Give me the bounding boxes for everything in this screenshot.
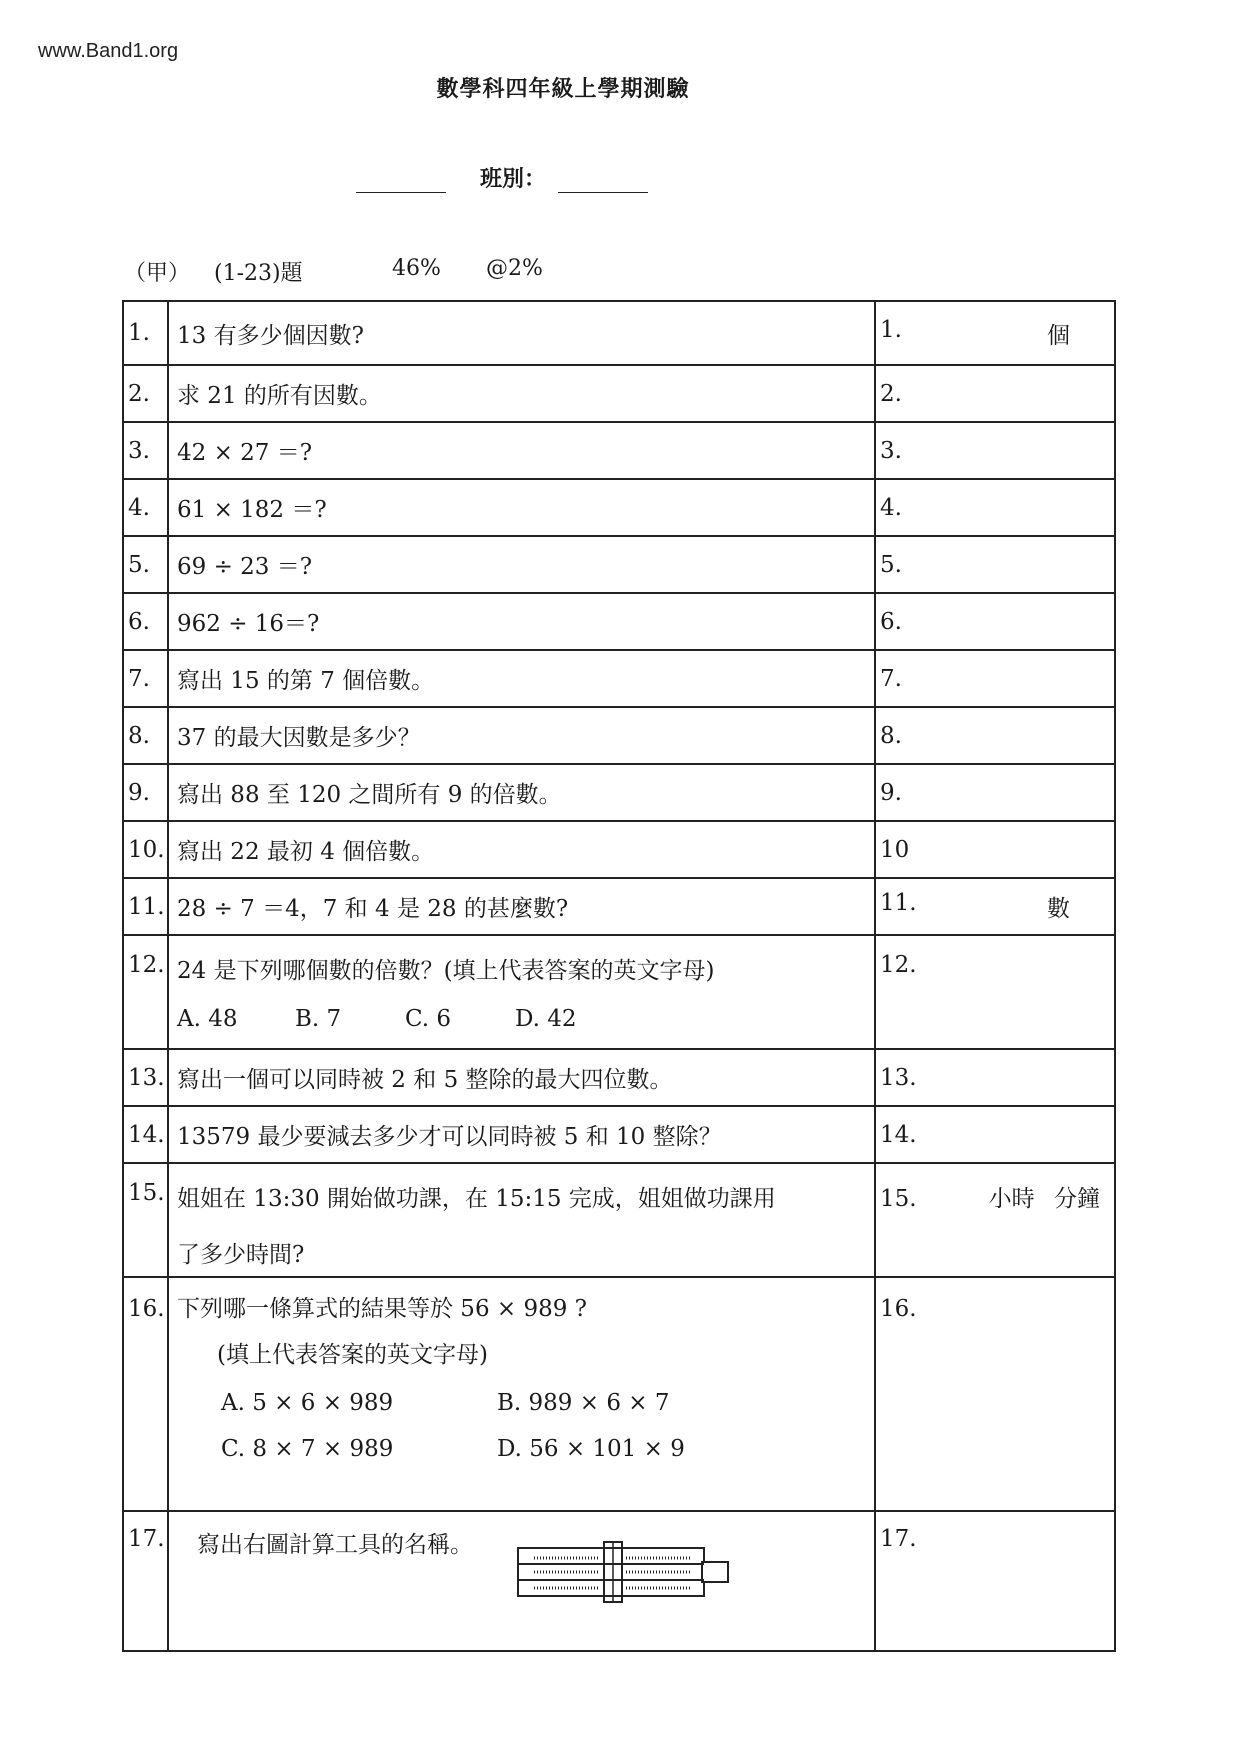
table-row (123, 1277, 1115, 1511)
table-row (123, 1049, 1115, 1106)
question-prompt: 24 是下列哪個數的倍數？(填上代表答案的英文字母) (177, 958, 715, 984)
question-text (168, 935, 875, 1049)
section-each: @2% (486, 256, 543, 281)
answer-cell[interactable] (875, 764, 1115, 821)
table-row (123, 935, 1115, 1049)
question-number: 10. (123, 821, 168, 878)
question-text: 寫出一個可以同時被 2 和 5 整除的最大四位數。 (168, 1049, 875, 1106)
answer-number: 2. (880, 380, 902, 407)
answer-number: 11. (880, 890, 917, 916)
question-number: 4. (123, 479, 168, 536)
answer-cell[interactable] (875, 821, 1115, 878)
question-hint: (填上代表答案的英文字母) (217, 1342, 488, 1368)
option-c: C. 6 (405, 1006, 452, 1032)
question-number: 2. (123, 365, 168, 422)
question-text: 42 × 27 ＝? (168, 422, 875, 479)
question-number: 14. (123, 1106, 168, 1163)
question-number: 7. (123, 650, 168, 707)
answer-cell[interactable] (875, 301, 1115, 365)
question-text: 61 × 182 ＝? (168, 479, 875, 536)
question-text: 寫出 88 至 120 之間所有 9 的倍數。 (168, 764, 875, 821)
option-d: D. 42 (515, 1006, 577, 1032)
question-number: 17. (123, 1511, 168, 1651)
table-row (123, 301, 1115, 365)
options (177, 1006, 866, 1032)
option-d: D. 56 × 101 × 9 (497, 1436, 685, 1462)
option-b: B. 7 (295, 1006, 342, 1032)
name-blank[interactable] (356, 192, 446, 193)
answer-number: 14. (880, 1121, 917, 1148)
answer-cell[interactable] (875, 707, 1115, 764)
answer-number: 6. (880, 608, 902, 635)
question-number: 12. (123, 935, 168, 1049)
question-number: 9. (123, 764, 168, 821)
question-text: 寫出 15 的第 7 個倍數。 (168, 650, 875, 707)
answer-unit-minutes: 分鐘 (1054, 1186, 1100, 1212)
question-number: 1. (123, 301, 168, 365)
table-row (123, 536, 1115, 593)
answer-unit: 個 (1047, 322, 1070, 349)
answer-number: 4. (880, 494, 902, 521)
answer-cell[interactable] (875, 935, 1115, 1049)
question-prompt-cont: 了多少時間? (177, 1242, 305, 1268)
section-label: （甲） (124, 261, 191, 286)
question-number: 8. (123, 707, 168, 764)
question-number: 5. (123, 536, 168, 593)
class-blank[interactable] (558, 192, 648, 193)
answer-number: 12. (880, 952, 917, 978)
answer-unit: 數 (1047, 896, 1070, 922)
answer-cell[interactable] (875, 593, 1115, 650)
question-text: 37 的最大因數是多少？ (168, 707, 875, 764)
question-text: 求 21 的所有因數。 (168, 365, 875, 422)
question-prompt: 下列哪一條算式的結果等於 56 × 989 ? (177, 1296, 588, 1322)
question-text (168, 1277, 875, 1511)
question-text: 寫出 22 最初 4 個倍數。 (168, 821, 875, 878)
question-text: 962 ÷ 16＝? (168, 593, 875, 650)
question-prompt: 姐姐在 13:30 開始做功課，在 15:15 完成，姐姐做功課用 (177, 1186, 776, 1212)
option-c: C. 8 × 7 × 989 (221, 1436, 394, 1462)
question-number: 6. (123, 593, 168, 650)
answer-cell[interactable] (875, 878, 1115, 935)
table-row (123, 878, 1115, 935)
question-text (168, 1511, 875, 1651)
answer-number: 10 (880, 836, 910, 863)
question-number: 13. (123, 1049, 168, 1106)
answer-cell[interactable] (875, 1106, 1115, 1163)
answer-number: 17. (880, 1526, 917, 1552)
section-percent: 46% (392, 256, 441, 281)
answer-number: 1. (880, 316, 902, 343)
answer-cell[interactable] (875, 1511, 1115, 1651)
question-text: 28 ÷ 7 ＝4，7 和 4 是 28 的甚麼數? (168, 878, 875, 935)
answer-cell[interactable] (875, 650, 1115, 707)
question-text (168, 1163, 875, 1277)
question-number: 16. (123, 1277, 168, 1511)
table-row (123, 650, 1115, 707)
table-row (123, 707, 1115, 764)
answer-number: 16. (880, 1296, 917, 1322)
question-number: 15. (123, 1163, 168, 1277)
table-row (123, 593, 1115, 650)
question-table (122, 300, 1116, 1652)
question-prompt: 寫出右圖計算工具的名稱。 (197, 1532, 473, 1558)
question-text: 69 ÷ 23 ＝? (168, 536, 875, 593)
answer-cell[interactable] (875, 1277, 1115, 1511)
answer-number: 3. (880, 437, 902, 464)
table-row (123, 365, 1115, 422)
section-range: (1-23)題 (214, 261, 303, 286)
question-text: 13 有多少個因數? (168, 301, 875, 365)
watermark: www.Band1.org (38, 40, 179, 62)
answer-cell[interactable] (875, 479, 1115, 536)
answer-number: 8. (880, 722, 902, 749)
answer-cell[interactable] (875, 365, 1115, 422)
answer-cell[interactable] (875, 1163, 1115, 1277)
answer-number: 7. (880, 665, 902, 692)
answer-cell[interactable] (875, 422, 1115, 479)
options (221, 1380, 866, 1472)
class-label: 班別： (480, 166, 547, 192)
table-row (123, 1163, 1115, 1277)
table-row (123, 1106, 1115, 1163)
answer-number: 5. (880, 551, 902, 578)
option-a: A. 5 × 6 × 989 (221, 1390, 394, 1416)
table-row (123, 479, 1115, 536)
page-title: 數學科四年級上學期測驗 (436, 76, 690, 102)
table-row (123, 1511, 1115, 1651)
question-text: 13579 最少要減去多少才可以同時被 5 和 10 整除？ (168, 1106, 875, 1163)
option-a: A. 48 (177, 1006, 238, 1032)
answer-number: 9. (880, 779, 902, 806)
question-number: 11. (123, 878, 168, 935)
answer-cell[interactable] (875, 536, 1115, 593)
answer-unit-hours: 小時 (988, 1186, 1035, 1212)
option-b: B. 989 × 6 × 7 (497, 1390, 670, 1416)
answer-number: 13. (880, 1064, 917, 1091)
answer-cell[interactable] (875, 1049, 1115, 1106)
table-row (123, 422, 1115, 479)
answer-number: 15. (880, 1186, 917, 1212)
table-row (123, 764, 1115, 821)
slide-rule-icon (516, 1540, 732, 1610)
question-number: 3. (123, 422, 168, 479)
table-row (123, 821, 1115, 878)
